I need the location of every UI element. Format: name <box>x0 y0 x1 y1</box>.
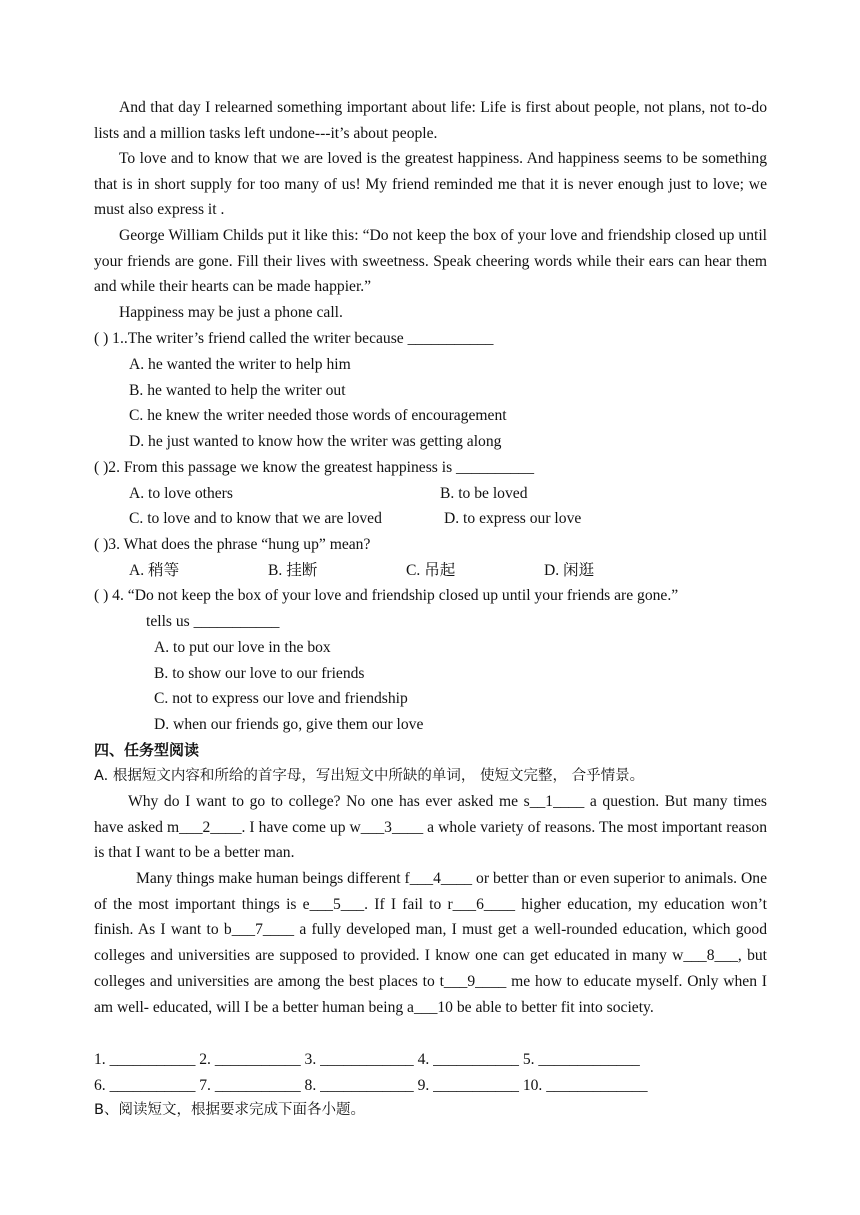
passage-paragraph-4: Happiness may be just a phone call. <box>119 304 343 321</box>
question-4-option-b: B. to show our love to our friends <box>154 665 365 682</box>
question-2-stem: ( )2. From this passage we know the greatest happiness is __________ <box>94 459 535 476</box>
question-4-stem: ( ) 4. “Do not keep the box of your love and friendship closed up until your friends are gone.” <box>94 587 679 604</box>
question-3-option-b: B. 挂断 <box>268 562 318 579</box>
question-4-option-d: D. when our friends go, give them our love <box>154 716 424 733</box>
question-2-option-a: A. to love others <box>129 485 233 502</box>
question-3-option-d: D. 闲逛 <box>544 562 595 579</box>
question-1-option-d: D. he just wanted to know how the writer was getting along <box>129 433 502 450</box>
passage-paragraph-3: George William Childs put it like this: “Do not keep the box of your love and friendship closed up until your friends are gone. Fill their lives with sweetness. Speak cheering words while their ears can hear them and while their hearts can be made happier.” <box>94 227 767 296</box>
question-2-option-b: B. to be loved <box>440 485 528 502</box>
passage-paragraph-1: And that day I relearned something important about life: Life is first about people, not plans, not to-do lists and a million tasks left undone---it’s about people. <box>94 99 767 142</box>
part-a-paragraph-1: Why do I want to go to college? No one has ever asked me s__1____ a question. But many times have asked m___2____. I have come up w___3____ a whole variety of reasons. The most important reason is that I want to be a better man. <box>94 793 767 862</box>
question-1-stem: ( ) 1..The writer’s friend called the writer because ___________ <box>94 330 494 347</box>
question-2-option-d: D. to express our love <box>444 510 582 527</box>
section-4-heading: 四、任务型阅读 <box>94 741 200 759</box>
question-2-option-c: C. to love and to know that we are loved <box>129 510 382 527</box>
question-4-stem-continued: tells us ___________ <box>146 613 280 630</box>
question-3-stem: ( )3. What does the phrase “hung up” mean? <box>94 536 371 553</box>
passage-paragraph-2: To love and to know that we are loved is the greatest happiness. And happiness seems to be something that is in short supply for too many of us! My friend reminded me that it is never enough just to love; we must also express it . <box>94 150 767 219</box>
question-1-option-b: B. he wanted to help the writer out <box>129 382 346 399</box>
answer-blanks-row-1[interactable]: 1. ___________ 2. ___________ 3. ____________ 4. ___________ 5. _____________ <box>94 1051 640 1068</box>
question-1-option-c: C. he knew the writer needed those words of encouragement <box>129 407 507 424</box>
question-1-option-a: A. he wanted the writer to help him <box>129 356 351 373</box>
question-3-option-c: C. 吊起 <box>406 562 456 579</box>
answer-blanks-row-2[interactable]: 6. ___________ 7. ___________ 8. ____________ 9. ___________ 10. _____________ <box>94 1077 648 1094</box>
part-b-instruction: B、阅读短文，根据要求完成下面各小题。 <box>94 1102 365 1118</box>
question-4-option-c: C. not to express our love and friendship <box>154 690 408 707</box>
question-4-option-a: A. to put our love in the box <box>154 639 331 656</box>
part-a-paragraph-2: Many things make human beings different f___4____ or better than or even superior to animals. One of the most important things is e___5___. If I fail to r___6____ higher education, my education won’t finish. As I want to b___7____ a fully developed man, I must get a well-rounded education, which good colleges and universities are supposed to provided. I know one can get educated in many w___8___, but colleges and universities are among the best places to t___9____ me how to educate myself. Only when I am well- educated, will I be a better human being a___10 be able to better fit into society. <box>94 870 767 1016</box>
part-a-instruction: A. 根据短文内容和所给的首字母，写出短文中所缺的单词， 使短文完整， 合乎情景。 <box>94 768 645 784</box>
question-3-option-a: A. 稍等 <box>129 562 180 579</box>
